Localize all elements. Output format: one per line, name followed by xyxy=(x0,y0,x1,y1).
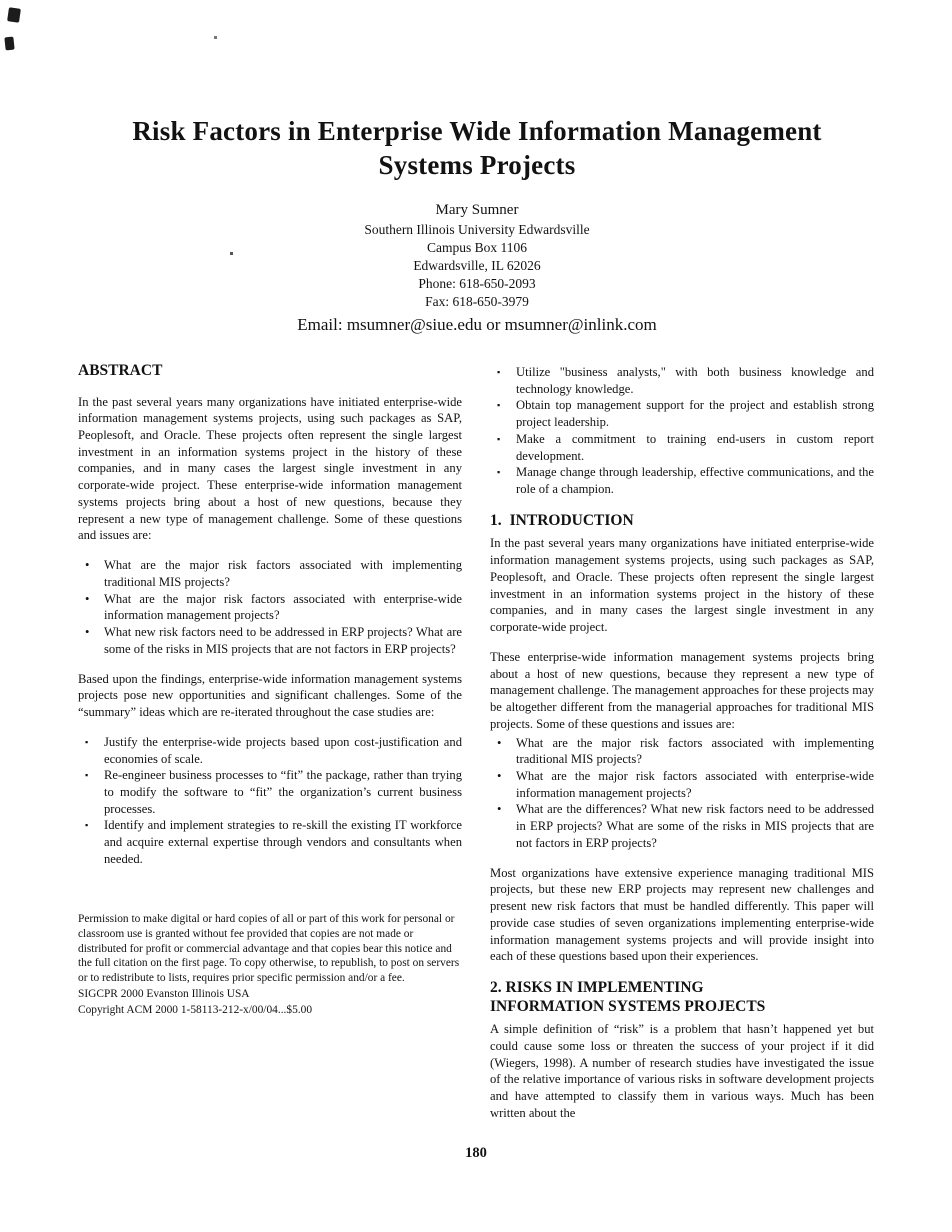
list-item-text: Obtain top management support for the project and establish strong project leadership. xyxy=(516,398,874,430)
author-name: Mary Sumner xyxy=(435,201,519,218)
list-item xyxy=(490,431,874,464)
list-item xyxy=(78,767,462,817)
list-item-text: Make a commitment to training end-users in custom report development. xyxy=(516,431,874,463)
paper-title-line2: Systems Projects xyxy=(378,150,576,181)
list-item xyxy=(490,464,874,497)
abstract-paragraph-2: Based upon the findings, enterprise-wide information management systems projects pose new opportunities and significant challenges. Some of the “summary” ideas which are re-iterated throughout the case studies are: xyxy=(78,671,462,720)
list-item-text: What are the major risk factors associated with enterprise-wide information management projects? xyxy=(104,591,462,623)
list-item xyxy=(490,364,874,397)
list-item-text: Utilize "business analysts," with both business knowledge and technology knowledge. xyxy=(516,364,874,396)
list-item xyxy=(490,801,874,851)
scan-artifact xyxy=(7,7,21,23)
author-phone: Phone: 618-650-2093 xyxy=(418,275,536,291)
list-item xyxy=(490,735,874,768)
list-item xyxy=(78,624,462,657)
author-affiliation: Southern Illinois University Edwardsville xyxy=(364,221,590,237)
section-number: 1. xyxy=(490,511,502,529)
list-item-text: What are the differences? What new risk factors need to be addressed in ERP projects? What are some of the risks in MIS projects that are not factors in ERP projects? xyxy=(516,802,874,850)
list-item xyxy=(78,734,462,767)
list-item xyxy=(78,591,462,624)
section-1-heading xyxy=(490,512,874,531)
list-item xyxy=(490,768,874,801)
intro-question-list xyxy=(490,735,874,852)
list-item xyxy=(78,557,462,590)
abstract-question-list xyxy=(78,557,462,657)
section-2-heading xyxy=(490,979,874,1016)
permission-body: Permission to make digital or hard copies of all or part of this work for personal or classroom use is granted without fee provided that copies are not made or distributed for profit or commercial advantage and that copies bear this notice and the full citation on the first page. To copy otherwise, to republish, to post on servers or to redistribute to lists, requires prior specific permission and/or a fee. xyxy=(78,912,460,985)
bullet-icon: • xyxy=(85,558,90,573)
abstract-paragraph-1: In the past several years many organizations have initiated enterprise-wide information management systems projects, using such packages as SAP, Peoplesoft, and Oracle. These projects often represent the single largest investment in an information systems project in the history of these companies, and in many cases the largest single investment in any corporate-wide project. These enterprise-wide information management systems projects bring about a host of new questions, because they represent a new type of management challenge. Some of these questions and issues are: xyxy=(78,394,462,543)
intro-paragraph-1: In the past several years many organizations have initiated enterprise-wide information management systems projects, using such packages as SAP, Peoplesoft, and Oracle. These projects often represent the single largest investment in an information systems project in the history of these companies, and in many cases the largest single investment in any corporate-wide project. xyxy=(490,536,874,635)
paper-title xyxy=(78,114,876,183)
list-item-text: Manage change through leadership, effective communications, and the role of a champion. xyxy=(516,465,874,497)
list-item-text: What are the major risk factors associated with implementing traditional MIS projects? xyxy=(104,558,462,589)
square-bullet-icon: ▪ xyxy=(85,736,89,747)
scan-artifact xyxy=(214,36,217,39)
abstract-summary-list xyxy=(78,734,462,868)
list-item-text: Identify and implement strategies to re-skill the existing IT workforce and acquire external expertise through vendors and consultants when needed. xyxy=(104,818,462,866)
bullet-icon: • xyxy=(497,768,502,783)
two-column-body xyxy=(78,362,876,1135)
copyright-permission-notice xyxy=(78,912,462,1019)
author-email: Email: msumner@siue.edu or msumner@inlink.com xyxy=(297,314,657,334)
author-address-2: Edwardsville, IL 62026 xyxy=(413,257,541,273)
square-bullet-icon: ▪ xyxy=(497,433,501,444)
section-title: INTRODUCTION xyxy=(509,511,634,529)
left-column xyxy=(78,362,462,1135)
bullet-icon: • xyxy=(85,591,90,606)
square-bullet-icon: ▪ xyxy=(85,770,89,781)
list-item-text: Justify the enterprise-wide projects based upon cost-justification and economies of scale. xyxy=(104,734,462,766)
summary-list-continued xyxy=(490,364,874,498)
list-item-text: What are the major risk factors associated with enterprise-wide information management projects? xyxy=(516,768,874,800)
section-2-heading-line2: INFORMATION SYSTEMS PROJECTS xyxy=(490,997,766,1015)
bullet-icon: • xyxy=(85,625,90,640)
scan-artifact xyxy=(4,37,14,51)
conference-line: SIGCPR 2000 Evanston Illinois USA xyxy=(78,988,250,1001)
list-item-text: What are the major risk factors associated with implementing traditional MIS projects? xyxy=(516,735,874,767)
paper-title-line1: Risk Factors in Enterprise Wide Information Management xyxy=(132,116,822,146)
scan-artifact xyxy=(230,252,233,255)
list-item xyxy=(78,817,462,867)
intro-paragraph-2: These enterprise-wide information management systems projects bring about a host of new questions, because they represent a new type of management challenge. The management approaches for these projects may be altogether different from the managerial approaches for traditional MIS projects. Some of these questions and issues are: xyxy=(490,649,874,731)
list-item xyxy=(490,397,874,430)
page-number: 180 xyxy=(465,1145,487,1161)
intro-paragraph-3: Most organizations have extensive experience managing traditional MIS projects, but these new ERP projects may represent new challenges and present new risk factors that must be handled differently. This paper will provide case studies of seven organizations implementing enterprise-wide information management systems projects and will provide insight into each of these questions based upon their experiences. xyxy=(490,865,874,964)
bullet-icon: • xyxy=(497,735,502,750)
right-column xyxy=(490,362,874,1135)
bullet-icon: • xyxy=(497,802,502,817)
square-bullet-icon: ▪ xyxy=(497,366,501,377)
list-item-text: What new risk factors need to be addressed in ERP projects? What are some of the risks in MIS projects that are not factors in ERP projects? xyxy=(104,625,462,656)
square-bullet-icon: ▪ xyxy=(85,820,89,831)
abstract-heading: ABSTRACT xyxy=(78,361,163,379)
author-fax: Fax: 618-650-3979 xyxy=(425,293,529,309)
author-address-1: Campus Box 1106 xyxy=(426,239,527,255)
author-block xyxy=(78,200,876,335)
list-item-text: Re-engineer business processes to “fit” the package, rather than trying to modify the software to “fit” the organization’s current business processes. xyxy=(104,768,462,816)
square-bullet-icon: ▪ xyxy=(497,467,501,478)
risks-paragraph-1: A simple definition of “risk” is a problem that hasn’t happened yet but could cause some loss or threaten the success of your project if it did (Wiegers, 1998). A number of research studies have investigated the issue of the relative importance of various risks in software development projects and have attempted to classify them in various ways. Much has been written about the xyxy=(490,1022,874,1120)
section-2-heading-line1: 2. RISKS IN IMPLEMENTING xyxy=(490,979,704,997)
square-bullet-icon: ▪ xyxy=(497,400,501,411)
copyright-line: Copyright ACM 2000 1-58113-212-x/00/04...$5.00 xyxy=(78,1004,313,1017)
